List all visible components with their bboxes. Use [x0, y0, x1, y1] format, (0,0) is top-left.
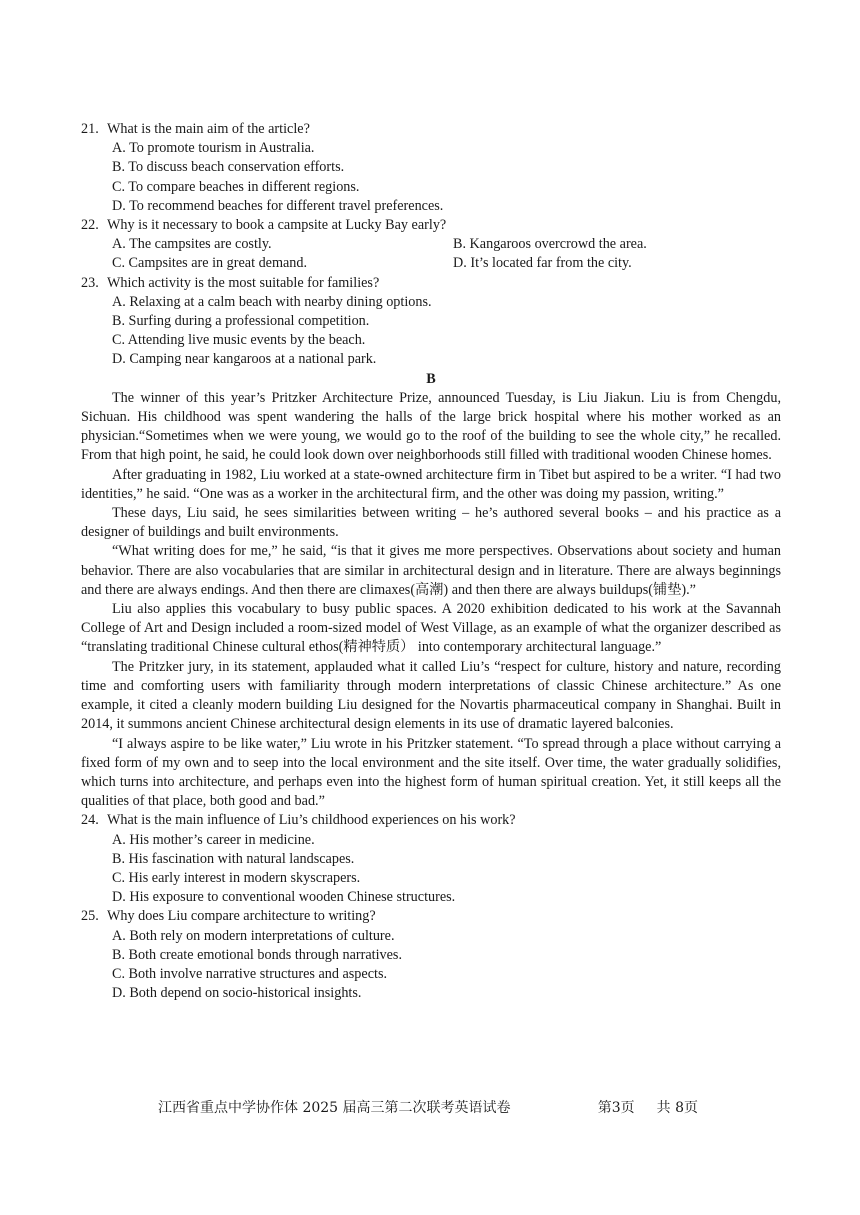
question-stem: Why does Liu compare architecture to writing?	[107, 908, 376, 925]
question-number: 21.	[81, 121, 99, 137]
option-d: D. Both depend on socio-historical insights.	[112, 985, 362, 1002]
passage-paragraph-3: These days, Liu said, he sees similarities between writing – he’s authored several books – and his practice as a designer of buildings and built environments.	[81, 505, 781, 541]
option-b: B. His fascination with natural landscapes.	[112, 850, 355, 867]
passage-paragraph-2: After graduating in 1982, Liu worked at a state-owned architecture firm in Tibet but aspired to be a writer. “I had two identities,” he said. “One was as a worker in the architectural firm, and the other was doing my passion, writing.”	[81, 466, 781, 502]
exam-page	[81, 120, 781, 1003]
option-c: C. Attending live music events by the beach.	[112, 332, 366, 349]
page-footer	[158, 1097, 698, 1117]
option-c: C. Both involve narrative structures and aspects.	[112, 965, 388, 982]
option-a: A. Both rely on modern interpretations of culture.	[112, 927, 395, 944]
option-b: B. Both create emotional bonds through narratives.	[112, 946, 402, 963]
option-b: B. To discuss beach conservation efforts.	[112, 159, 345, 176]
option-c: C. To compare beaches in different regions.	[112, 178, 360, 195]
question-stem: Which activity is the most suitable for families?	[107, 274, 380, 291]
question-stem: What is the main influence of Liu’s childhood experiences on his work?	[107, 812, 516, 829]
option-a: A. The campsites are costly.	[112, 236, 272, 253]
passage-paragraph-4: “What writing does for me,” he said, “is that it gives me more perspectives. Observations about society and human behavior. There are also vocabularies that are similar in architectural design and in literature. There are always beginnings and there are always endings. And then there are climaxes(高潮) and then there are always buildups(铺垫).”	[81, 543, 781, 598]
option-a: A. His mother’s career in medicine.	[112, 831, 315, 848]
question-number: 23.	[81, 274, 99, 291]
passage-paragraph-7: “I always aspire to be like water,” Liu wrote in his Pritzker statement. “To spread through a place without carrying a fixed form of my own and to seep into the local environment and the site itself. Over time, the water gradually solidifies, which turns into architecture, and perhaps even into the highest form of human spiritual creation. Yet, it still keeps all the qualities of that place, both good and bad.”	[81, 735, 781, 810]
question-23	[81, 274, 781, 370]
page-total: 共 8页	[656, 1100, 698, 1116]
option-d: D. To recommend beaches for different travel preferences.	[112, 197, 444, 214]
question-22	[81, 216, 781, 274]
question-25	[81, 907, 781, 1003]
option-a: A. Relaxing at a calm beach with nearby dining options.	[112, 293, 432, 310]
question-stem: Why is it necessary to book a campsite at Lucky Bay early?	[107, 217, 447, 234]
exam-title: 江西省重点中学协作体 2025 届高三第二次联考英语试卷	[158, 1100, 511, 1116]
question-number: 24.	[81, 812, 99, 829]
option-b: B. Kangaroos overcrowd the area.	[453, 236, 647, 253]
page-number: 第3页	[597, 1100, 635, 1116]
option-a: A. To promote tourism in Australia.	[112, 140, 315, 157]
option-c: C. His early interest in modern skyscrapers.	[112, 869, 361, 886]
passage-b	[81, 389, 781, 811]
question-number: 22.	[81, 217, 99, 234]
option-d: D. His exposure to conventional wooden Chinese structures.	[112, 889, 456, 906]
question-stem: What is the main aim of the article?	[107, 121, 310, 137]
option-d: D. It’s located far from the city.	[453, 255, 632, 272]
option-d: D. Camping near kangaroos at a national park.	[112, 351, 377, 368]
section-title: B	[426, 370, 436, 387]
question-24	[81, 811, 781, 907]
passage-paragraph-6: The Pritzker jury, in its statement, applauded what it called Liu’s “respect for culture, history and nature, recording time and comforting users with familiarity through modern interpretations of classic Chinese architecture.” As one example, it cited a cleanly modern building Liu designed for the Novartis pharmaceutical company in Shanghai. Built in 2014, it summons ancient Chinese architectural design elements in its use of dramatic layered balconies.	[81, 658, 781, 733]
option-c: C. Campsites are in great demand.	[112, 255, 308, 272]
passage-paragraph-5: Liu also applies this vocabulary to busy public spaces. A 2020 exhibition dedicated to his work at the Savannah College of Art and Design included a room-sized model of West Village, as an example of what the organizer described as “translating traditional Chinese cultural ethos(精神特质） into contemporary architectural language.”	[81, 601, 781, 656]
question-21	[81, 120, 781, 216]
question-number: 25.	[81, 908, 99, 925]
option-b: B. Surfing during a professional competition.	[112, 313, 370, 330]
passage-paragraph-1: The winner of this year’s Pritzker Architecture Prize, announced Tuesday, is Liu Jiakun. Liu is from Chengdu, Sichuan. His childhood was spent wandering the halls of the large brick hospital where his mother worked as an physician.“Sometimes when we were young, we would go to the roof of the building to see the whole city,” he recalled. From that high point, he said, he could look down over neighborhoods still filled with traditional wooden Chinese homes.	[81, 389, 781, 464]
